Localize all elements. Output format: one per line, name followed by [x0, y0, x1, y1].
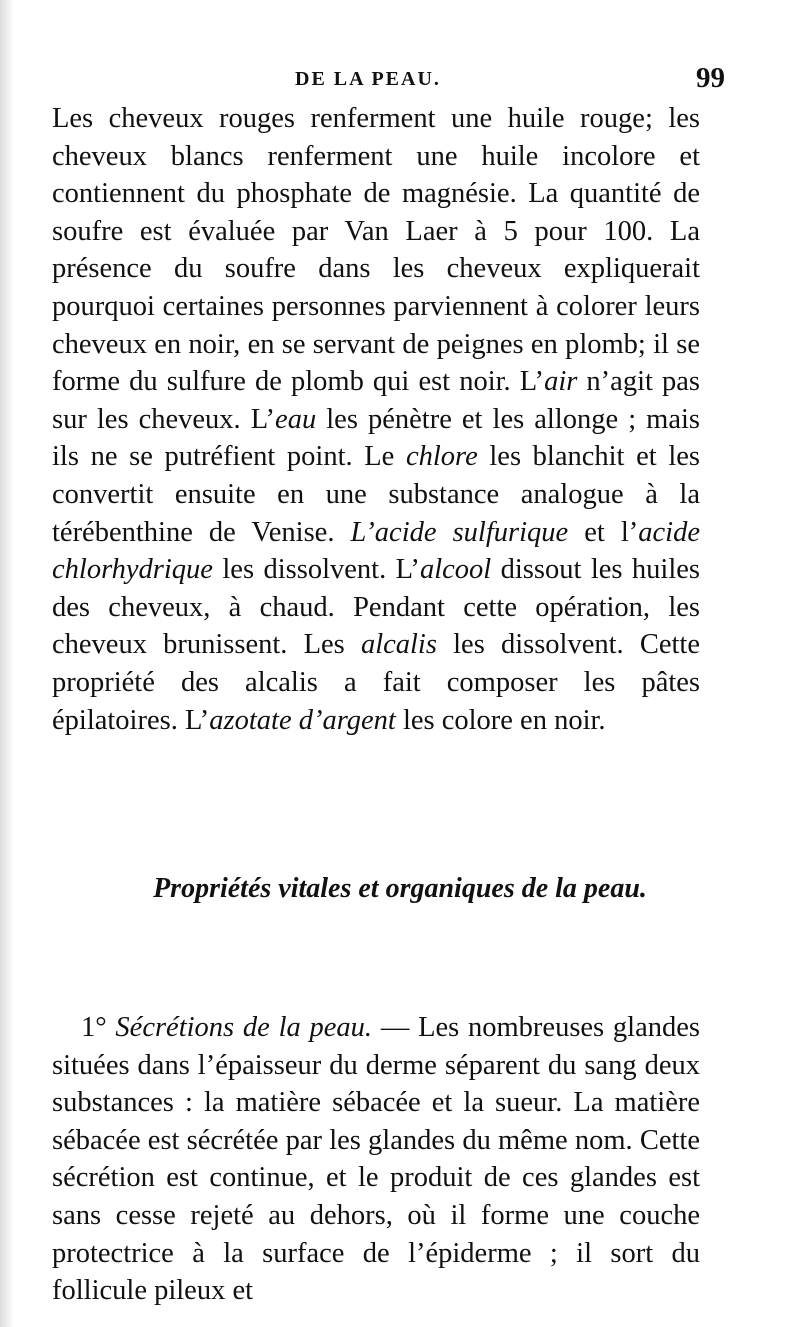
term-acide-sulfurique: acide sulfurique: [374, 516, 569, 548]
page-edge-shadow: [0, 0, 14, 1327]
text-span: les dissolvent. Cette propriété des alcalis a fait composer les pâtes épilatoires.: [52, 629, 700, 736]
text-span: les pénètre et les allonge ; mais ils ne se putréfient point. Le: [52, 403, 700, 473]
paragraph-skin-secretions: [52, 1009, 700, 1310]
text-span: les dissolvent.: [212, 554, 396, 586]
term-acide-chlorhydrique: acide chlorhydrique: [52, 516, 700, 586]
text-span: les blanchit et les convertit ensuite en une substance analogue à la térébenthine de Venise.: [52, 441, 700, 548]
text-span: n’agit pas sur les cheveux.: [52, 366, 700, 435]
section-heading: Propriétés vitales et organiques de la peau.: [153, 873, 647, 904]
running-title: DE LA PEAU.: [295, 68, 441, 90]
text-span: — Les nombreuses glandes situées dans l’épaisseur du derme séparent du sang deux substances : la matière sébacée et la sueur. La matière sébacée est sécrétée par les glandes du même nom. Cette sécrétion est continue, et le produit de ces glandes est sans cesse rejeté au dehors, où il forme une couche protectrice à la surface de l’épiderme ; il sort du follicule pileux et: [52, 1012, 700, 1307]
text-span: L’: [519, 366, 545, 398]
item-number: 1°: [81, 1012, 116, 1043]
paragraph-hair-composition: [52, 100, 700, 739]
running-head: [295, 62, 725, 102]
text-span: les colore en noir.: [395, 704, 606, 736]
text-span: et: [568, 516, 621, 548]
text-span: dissout les huiles des cheveux, à chaud. Pendant cette opération, les cheveux brunissent. Les: [52, 554, 700, 661]
term-azotate-d-argent: azotate d’argent: [209, 704, 396, 736]
term-chlore: chlore: [405, 441, 478, 473]
page-number: 99: [696, 62, 725, 94]
text-span: l’: [620, 516, 639, 548]
text-span: L’: [184, 704, 210, 736]
term-alcalis: alcalis: [360, 629, 437, 661]
term-air: air: [544, 366, 578, 398]
term-eau: eau: [275, 403, 317, 435]
text-span: L’: [395, 554, 420, 586]
text-span: L’: [250, 403, 276, 435]
text-span: Les cheveux rouges renferment une huile rouge; les cheveux blancs renferment une huile incolore et contiennent du phosphate de magnésie. La quantité de soufre est évaluée par Van Laer à 5 pour 100. La présence du soufre dans les cheveux expliquerait pourquoi certaines personnes parviennent à colorer leurs cheveux en noir, en se servant de peignes en plomb; il se forme du sulfure de plomb qui est noir.: [52, 103, 700, 398]
term-alcool: alcool: [419, 554, 492, 586]
term-article: L’: [350, 516, 375, 548]
subheading-secretions: Sécrétions de la peau.: [115, 1012, 373, 1043]
